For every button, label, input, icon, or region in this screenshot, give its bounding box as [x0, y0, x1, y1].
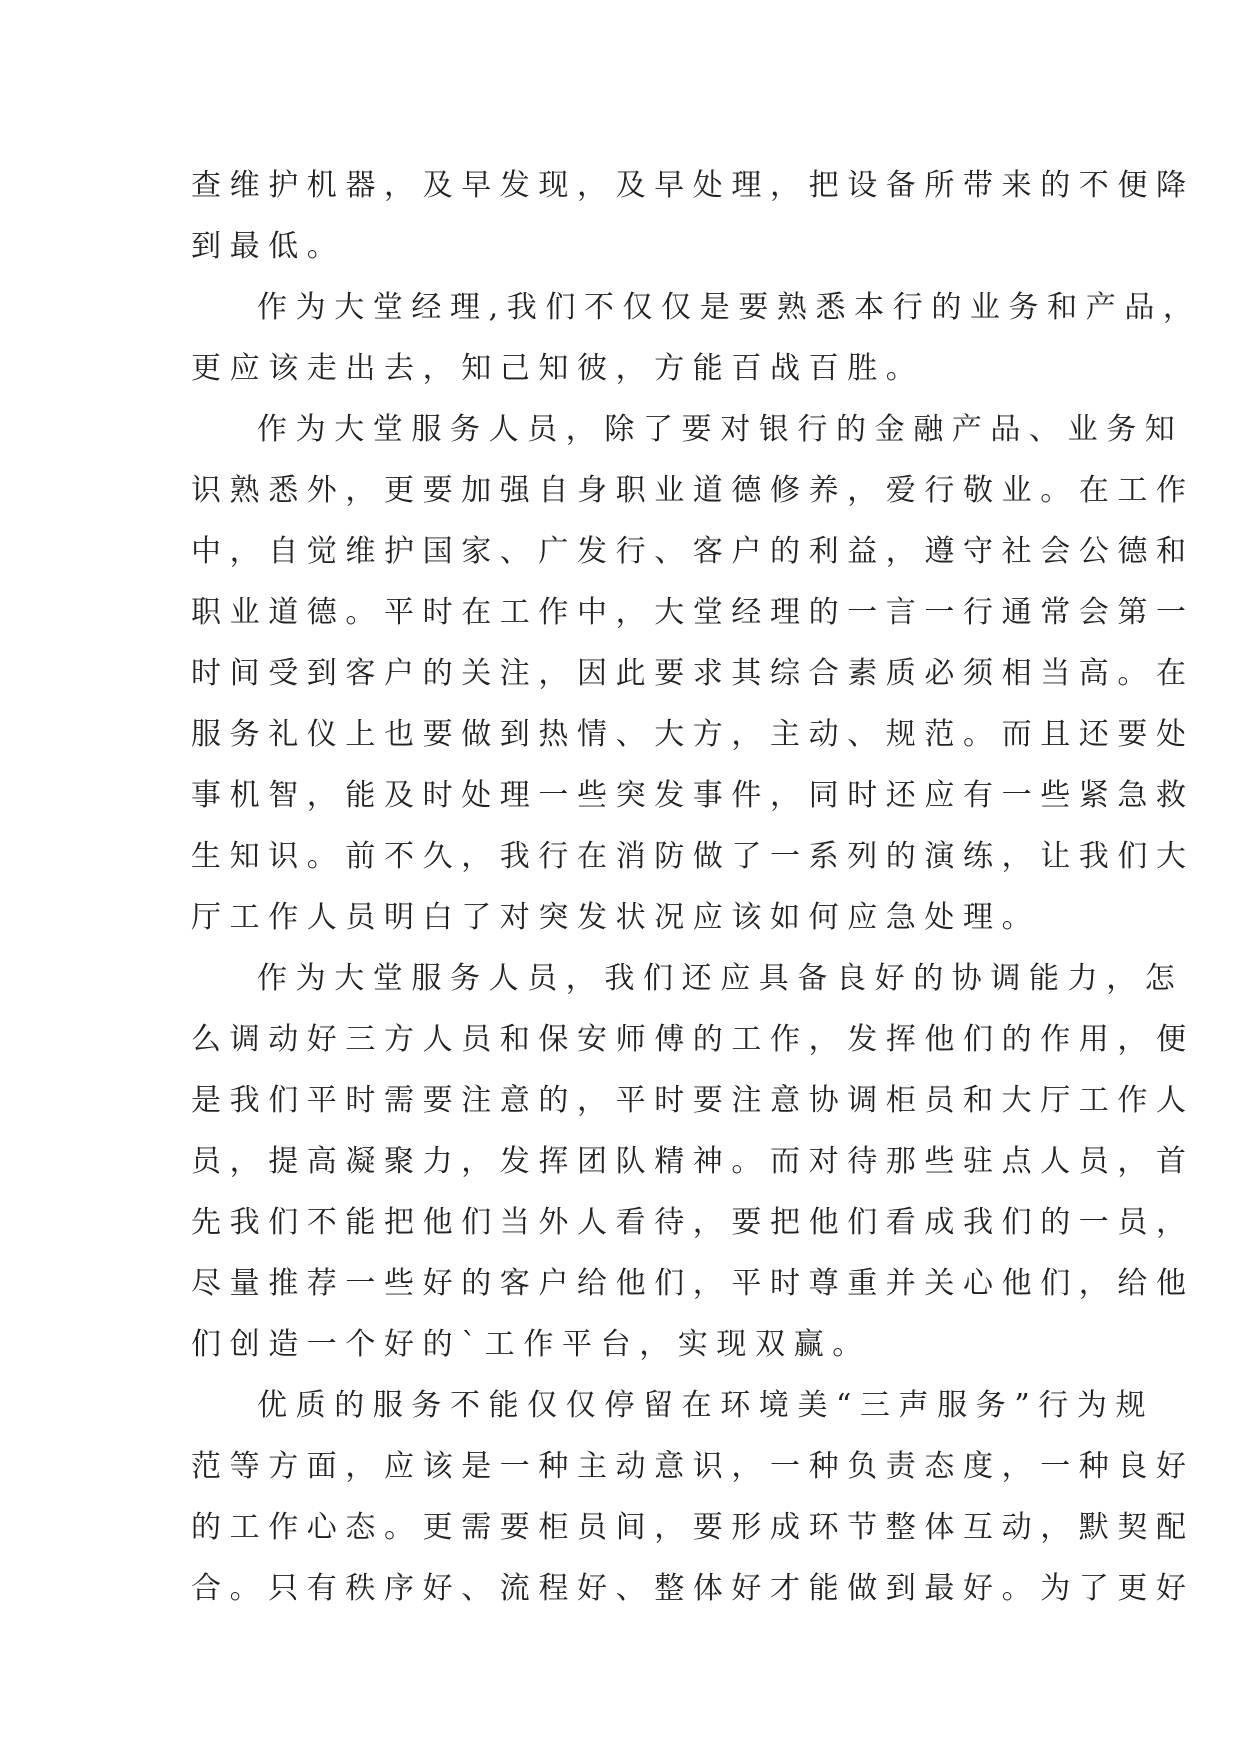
text-line: 是我们平时需要注意的，平时要注意协调柜员和大厅工作人 — [191, 1083, 1195, 1118]
text-line: 查维护机器，及早发现，及早处理，把设备所带来的不便降 — [191, 168, 1195, 203]
text-line: 厅工作人员明白了对突发状况应该如何应急处理。 — [191, 900, 1041, 935]
text-line: 员，提高凝聚力，发挥团队精神。而对待那些驻点人员，首 — [191, 1144, 1195, 1179]
text-line: 到最低。 — [191, 229, 346, 264]
text-line: 识熟悉外，更要加强自身职业道德修养，爱行敬业。在工作 — [191, 473, 1195, 508]
text-line: 服务礼仪上也要做到热情、大方，主动、规范。而且还要处 — [191, 717, 1195, 752]
text-line: 合。只有秩序好、流程好、整体好才能做到最好。为了更好 — [191, 1571, 1195, 1606]
text-line: 先我们不能把他们当外人看待，要把他们看成我们的一员， — [191, 1205, 1195, 1240]
text-line: 生知识。前不久，我行在消防做了一系列的演练，让我们大 — [191, 839, 1195, 874]
paragraph-first-line: 作为大堂服务人员，我们还应具备良好的协调能力，怎 — [257, 961, 1184, 996]
text-line: 事机智，能及时处理一些突发事件，同时还应有一些紧急救 — [191, 778, 1195, 813]
text-line: 么调动好三方人员和保安师傅的工作，发挥他们的作用，便 — [191, 1022, 1195, 1057]
text-line: 们创造一个好的`工作平台，实现双赢。 — [191, 1327, 871, 1362]
text-line: 中，自觉维护国家、广发行、客户的利益，遵守社会公德和 — [191, 534, 1195, 569]
text-line: 更应该走出去，知己知彼，方能百战百胜。 — [191, 351, 925, 386]
text-line: 的工作心态。更需要柜员间，要形成环节整体互动，默契配 — [191, 1510, 1195, 1545]
paragraph-first-line: 作为大堂服务人员，除了要对银行的金融产品、业务知 — [257, 412, 1184, 447]
paragraph-first-line: 优质的服务不能仅仅停留在环境美“三声服务”行为规 — [257, 1388, 1155, 1423]
text-line: 尽量推荐一些好的客户给他们，平时尊重并关心他们，给他 — [191, 1266, 1195, 1301]
text-line: 职业道德。平时在工作中，大堂经理的一言一行通常会第一 — [191, 595, 1195, 630]
text-line: 范等方面，应该是一种主动意识，一种负责态度，一种良好 — [191, 1449, 1195, 1484]
text-line: 时间受到客户的关注，因此要求其综合素质必须相当高。在 — [191, 656, 1195, 691]
paragraph-first-line: 作为大堂经理,我们不仅仅是要熟悉本行的业务和产品， — [257, 290, 1202, 325]
body-text — [191, 155, 1202, 1619]
